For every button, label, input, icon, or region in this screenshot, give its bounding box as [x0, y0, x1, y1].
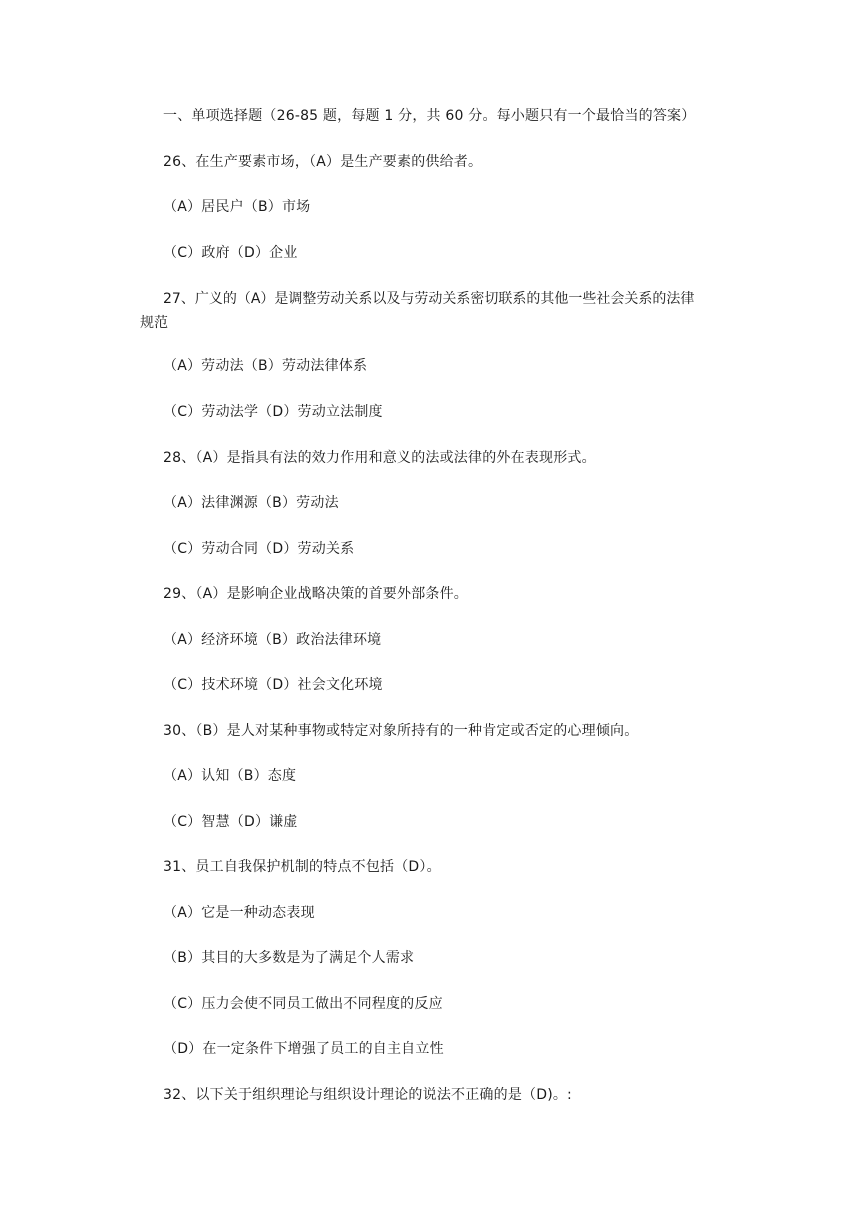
question-26-option-ab: （A）居民户（B）市场	[163, 199, 311, 215]
question-28-option-cd: （C）劳动合同（D）劳动关系	[163, 541, 355, 557]
question-31-stem: 31、员工自我保护机制的特点不包括（D）。	[163, 859, 441, 875]
question-26-option-cd: （C）政府（D）企业	[163, 245, 298, 261]
section-header: 一、单项选择题（26-85 题，每题 1 分，共 60 分。每小题只有一个最恰当的答案）	[163, 108, 696, 124]
question-27-stem-line2: 规范	[140, 315, 168, 331]
question-31-option-d: （D）在一定条件下增强了员工的自主自立性	[163, 1041, 444, 1057]
question-27-stem	[140, 287, 740, 335]
question-29-option-ab: （A）经济环境（B）政治法律环境	[163, 632, 382, 648]
question-31-option-c: （C）压力会使不同员工做出不同程度的反应	[163, 996, 443, 1012]
question-29-option-cd: （C）技术环境（D）社会文化环境	[163, 677, 383, 693]
question-30-option-ab: （A）认知（B）态度	[163, 768, 297, 784]
question-29-stem: 29、（A）是影响企业战略决策的首要外部条件。	[163, 586, 468, 602]
question-32-stem: 32、以下关于组织理论与组织设计理论的说法不正确的是（D)。:	[163, 1087, 572, 1103]
question-31-option-a: （A）它是一种动态表现	[163, 905, 315, 921]
question-26-stem: 26、在生产要素市场，（A）是生产要素的供给者。	[163, 154, 483, 170]
question-30-option-cd: （C）智慧（D）谦虚	[163, 814, 298, 830]
question-28-stem: 28、（A）是指具有法的效力作用和意义的法或法律的外在表现形式。	[163, 450, 596, 466]
question-30-stem: 30、（B）是人对某种事物或特定对象所持有的一种肯定或否定的心理倾向。	[163, 723, 639, 739]
question-27-option-ab: （A）劳动法（B）劳动法律体系	[163, 358, 368, 374]
question-28-option-ab: （A）法律渊源（B）劳动法	[163, 495, 339, 511]
question-27-option-cd: （C）劳动法学（D）劳动立法制度	[163, 404, 383, 420]
question-31-option-b: （B）其目的大多数是为了满足个人需求	[163, 950, 415, 966]
question-27-stem-line1: 27、广义的（A）是调整劳动关系以及与劳动关系密切联系的其他一些社会关系的法律	[163, 291, 695, 307]
